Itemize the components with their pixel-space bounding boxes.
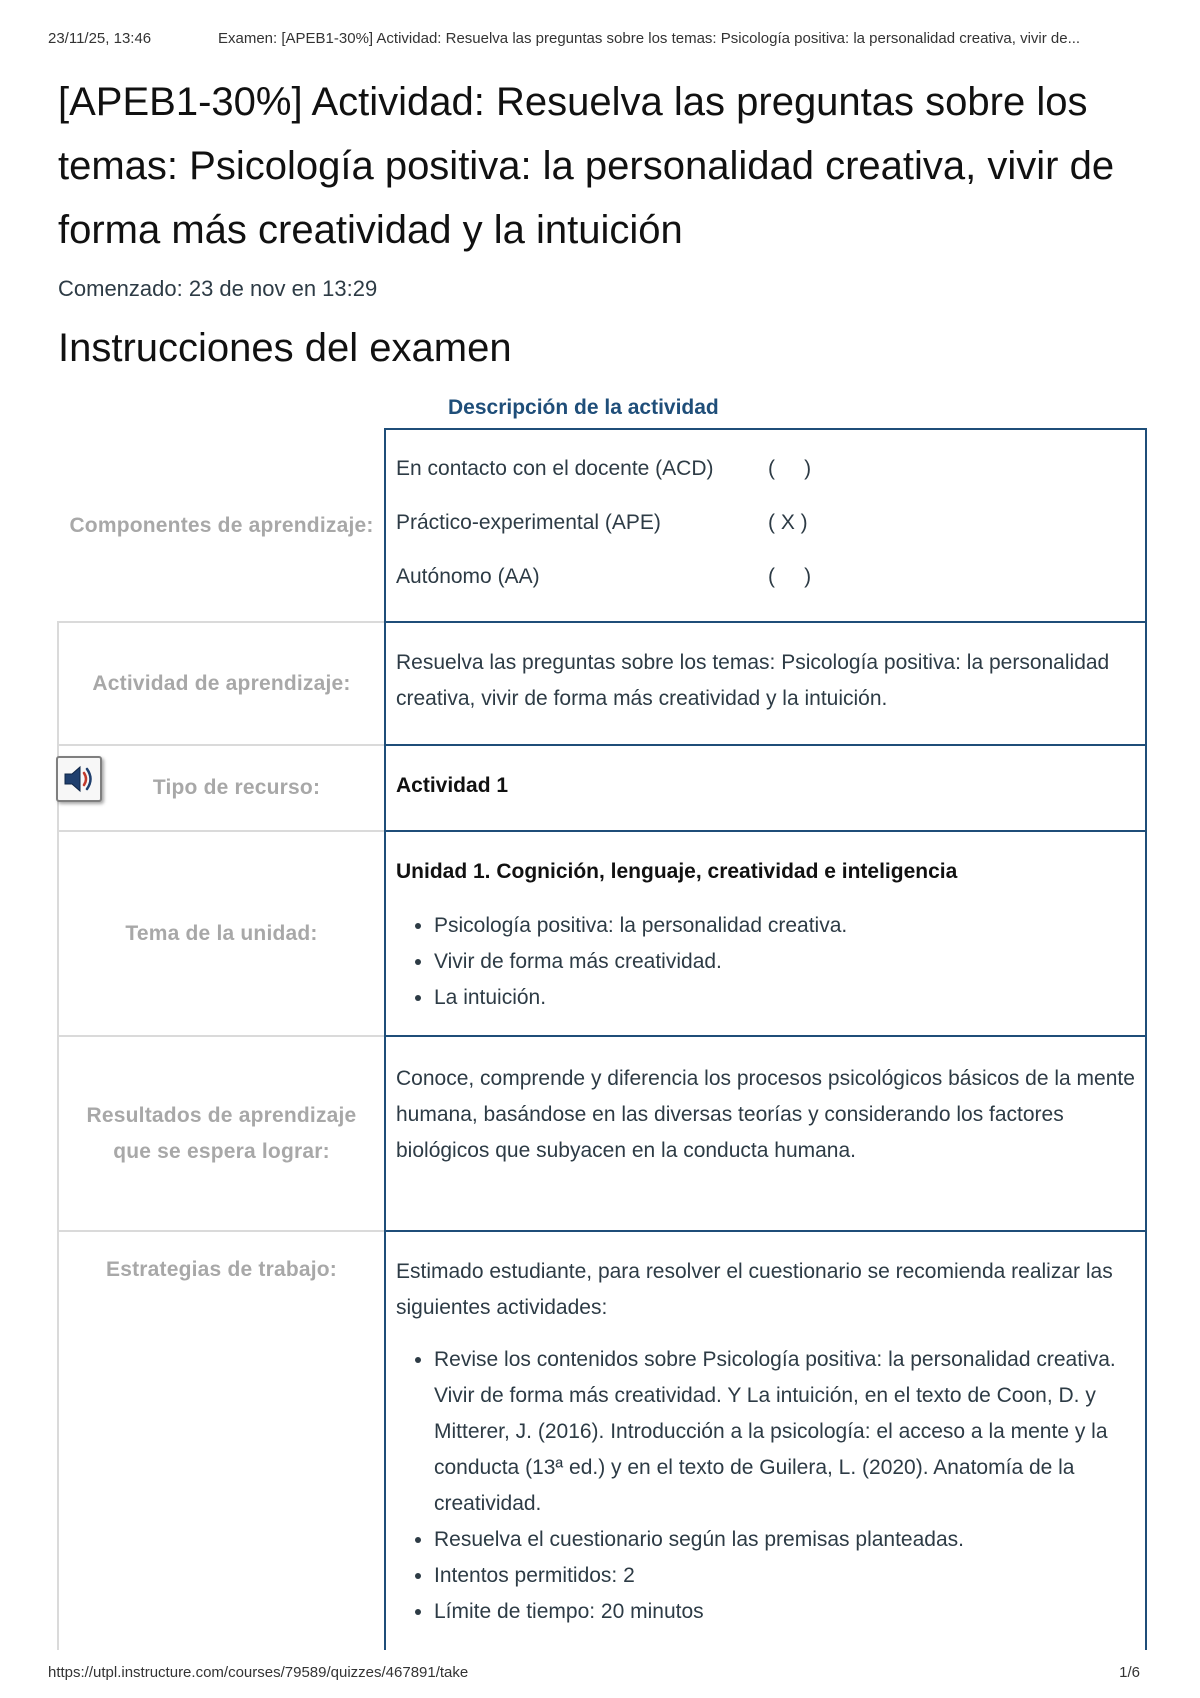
speaker-icon[interactable] <box>56 756 102 802</box>
strategies-list <box>396 1342 1135 1630</box>
strategies-content <box>384 1230 1147 1650</box>
list-item: • Psicología positiva: la personalidad creativa. <box>434 908 1135 944</box>
instructions-heading: Instrucciones del examen <box>58 326 512 370</box>
component-mark: ( X ) <box>768 511 808 534</box>
component-name: En contacto con el docente (ACD) <box>396 457 714 480</box>
list-item: • Vivir de forma más creatividad. <box>434 944 1135 980</box>
components-content <box>384 428 1147 621</box>
speaker-icon-graphic <box>62 764 96 794</box>
row-results <box>57 1035 1147 1230</box>
print-footer <box>48 1664 1152 1688</box>
list-item: • Límite de tiempo: 20 minutos <box>434 1594 1135 1630</box>
component-name: Práctico-experimental (APE) <box>396 511 661 534</box>
activity-text: Resuelva las preguntas sobre los temas: Psicología positiva: la personalidad creativa, vivir de forma más creatividad y la intuición. <box>384 621 1147 744</box>
unit-content <box>384 830 1147 1035</box>
list-item: • Intentos permitidos: 2 <box>434 1558 1135 1594</box>
resource-content <box>384 744 1147 830</box>
component-item <box>396 442 1135 496</box>
row-unit <box>57 830 1147 1035</box>
table-caption: Descripción de la actividad <box>448 396 719 419</box>
page-title: [APEB1-30%] Actividad: Resuelva las preguntas sobre los temas: Psicología positiva: la personalidad creativa, vivir de forma más creatividad y la intuición <box>58 80 1115 252</box>
row-activity <box>57 621 1147 744</box>
row-strategies <box>57 1230 1147 1650</box>
unit-label: Tema de la unidad: <box>57 830 384 1035</box>
list-item: • Revise los contenidos sobre Psicología positiva: la personalidad creativa. Vivir de forma más creatividad. Y La intuición, en el texto de Coon, D. y Mitterer, J. (2016). Introducción a la psicología: el acceso a la mente y la conducta (13ª ed.) y en el texto de Guilera, L. (2020). Anatomía de la creatividad. <box>434 1342 1135 1522</box>
started-timestamp: Comenzado: 23 de nov en 13:29 <box>58 276 378 301</box>
component-mark: ( ) <box>768 565 812 588</box>
component-mark: ( ) <box>768 457 812 480</box>
row-resource <box>57 744 1147 830</box>
unit-topics-list <box>396 908 1135 1016</box>
results-label: Resultados de aprendizaje que se espera lograr: <box>57 1035 384 1230</box>
component-item <box>396 496 1135 550</box>
print-document-title: Examen: [APEB1-30%] Actividad: Resuelva las preguntas sobre los temas: Psicología positiva: la personalidad creativa, vivir de... <box>218 30 1081 47</box>
activity-description-table <box>57 428 1147 1650</box>
activity-label: Actividad de aprendizaje: <box>57 621 384 744</box>
resource-label-cell <box>57 744 384 830</box>
strategies-intro: Estimado estudiante, para resolver el cuestionario se recomienda realizar las siguientes actividades: <box>396 1260 1113 1319</box>
strategies-label: Estrategias de trabajo: <box>57 1230 384 1650</box>
unit-heading: Unidad 1. Cognición, lenguaje, creatividad e inteligencia <box>396 860 958 883</box>
print-url: https://utpl.instructure.com/courses/79589/quizzes/467891/take <box>48 1664 469 1681</box>
row-components <box>57 428 1147 621</box>
component-name: Autónomo (AA) <box>396 565 540 588</box>
resource-label: Tipo de recurso: <box>152 776 321 799</box>
list-item: • La intuición. <box>434 980 1135 1016</box>
component-item <box>396 550 1135 604</box>
print-page-number: 1/6 <box>1119 1664 1140 1681</box>
resource-value: Actividad 1 <box>396 774 509 797</box>
list-item: • Resuelva el cuestionario según las premisas planteadas. <box>434 1522 1135 1558</box>
print-header <box>48 30 1152 54</box>
components-label: Componentes de aprendizaje: <box>69 513 374 537</box>
results-text: Conoce, comprende y diferencia los procesos psicológicos básicos de la mente humana, basándose en las diversas teorías y considerando los factores biológicos que subyacen en la conducta humana. <box>384 1035 1147 1230</box>
print-datetime: 23/11/25, 13:46 <box>48 30 152 47</box>
